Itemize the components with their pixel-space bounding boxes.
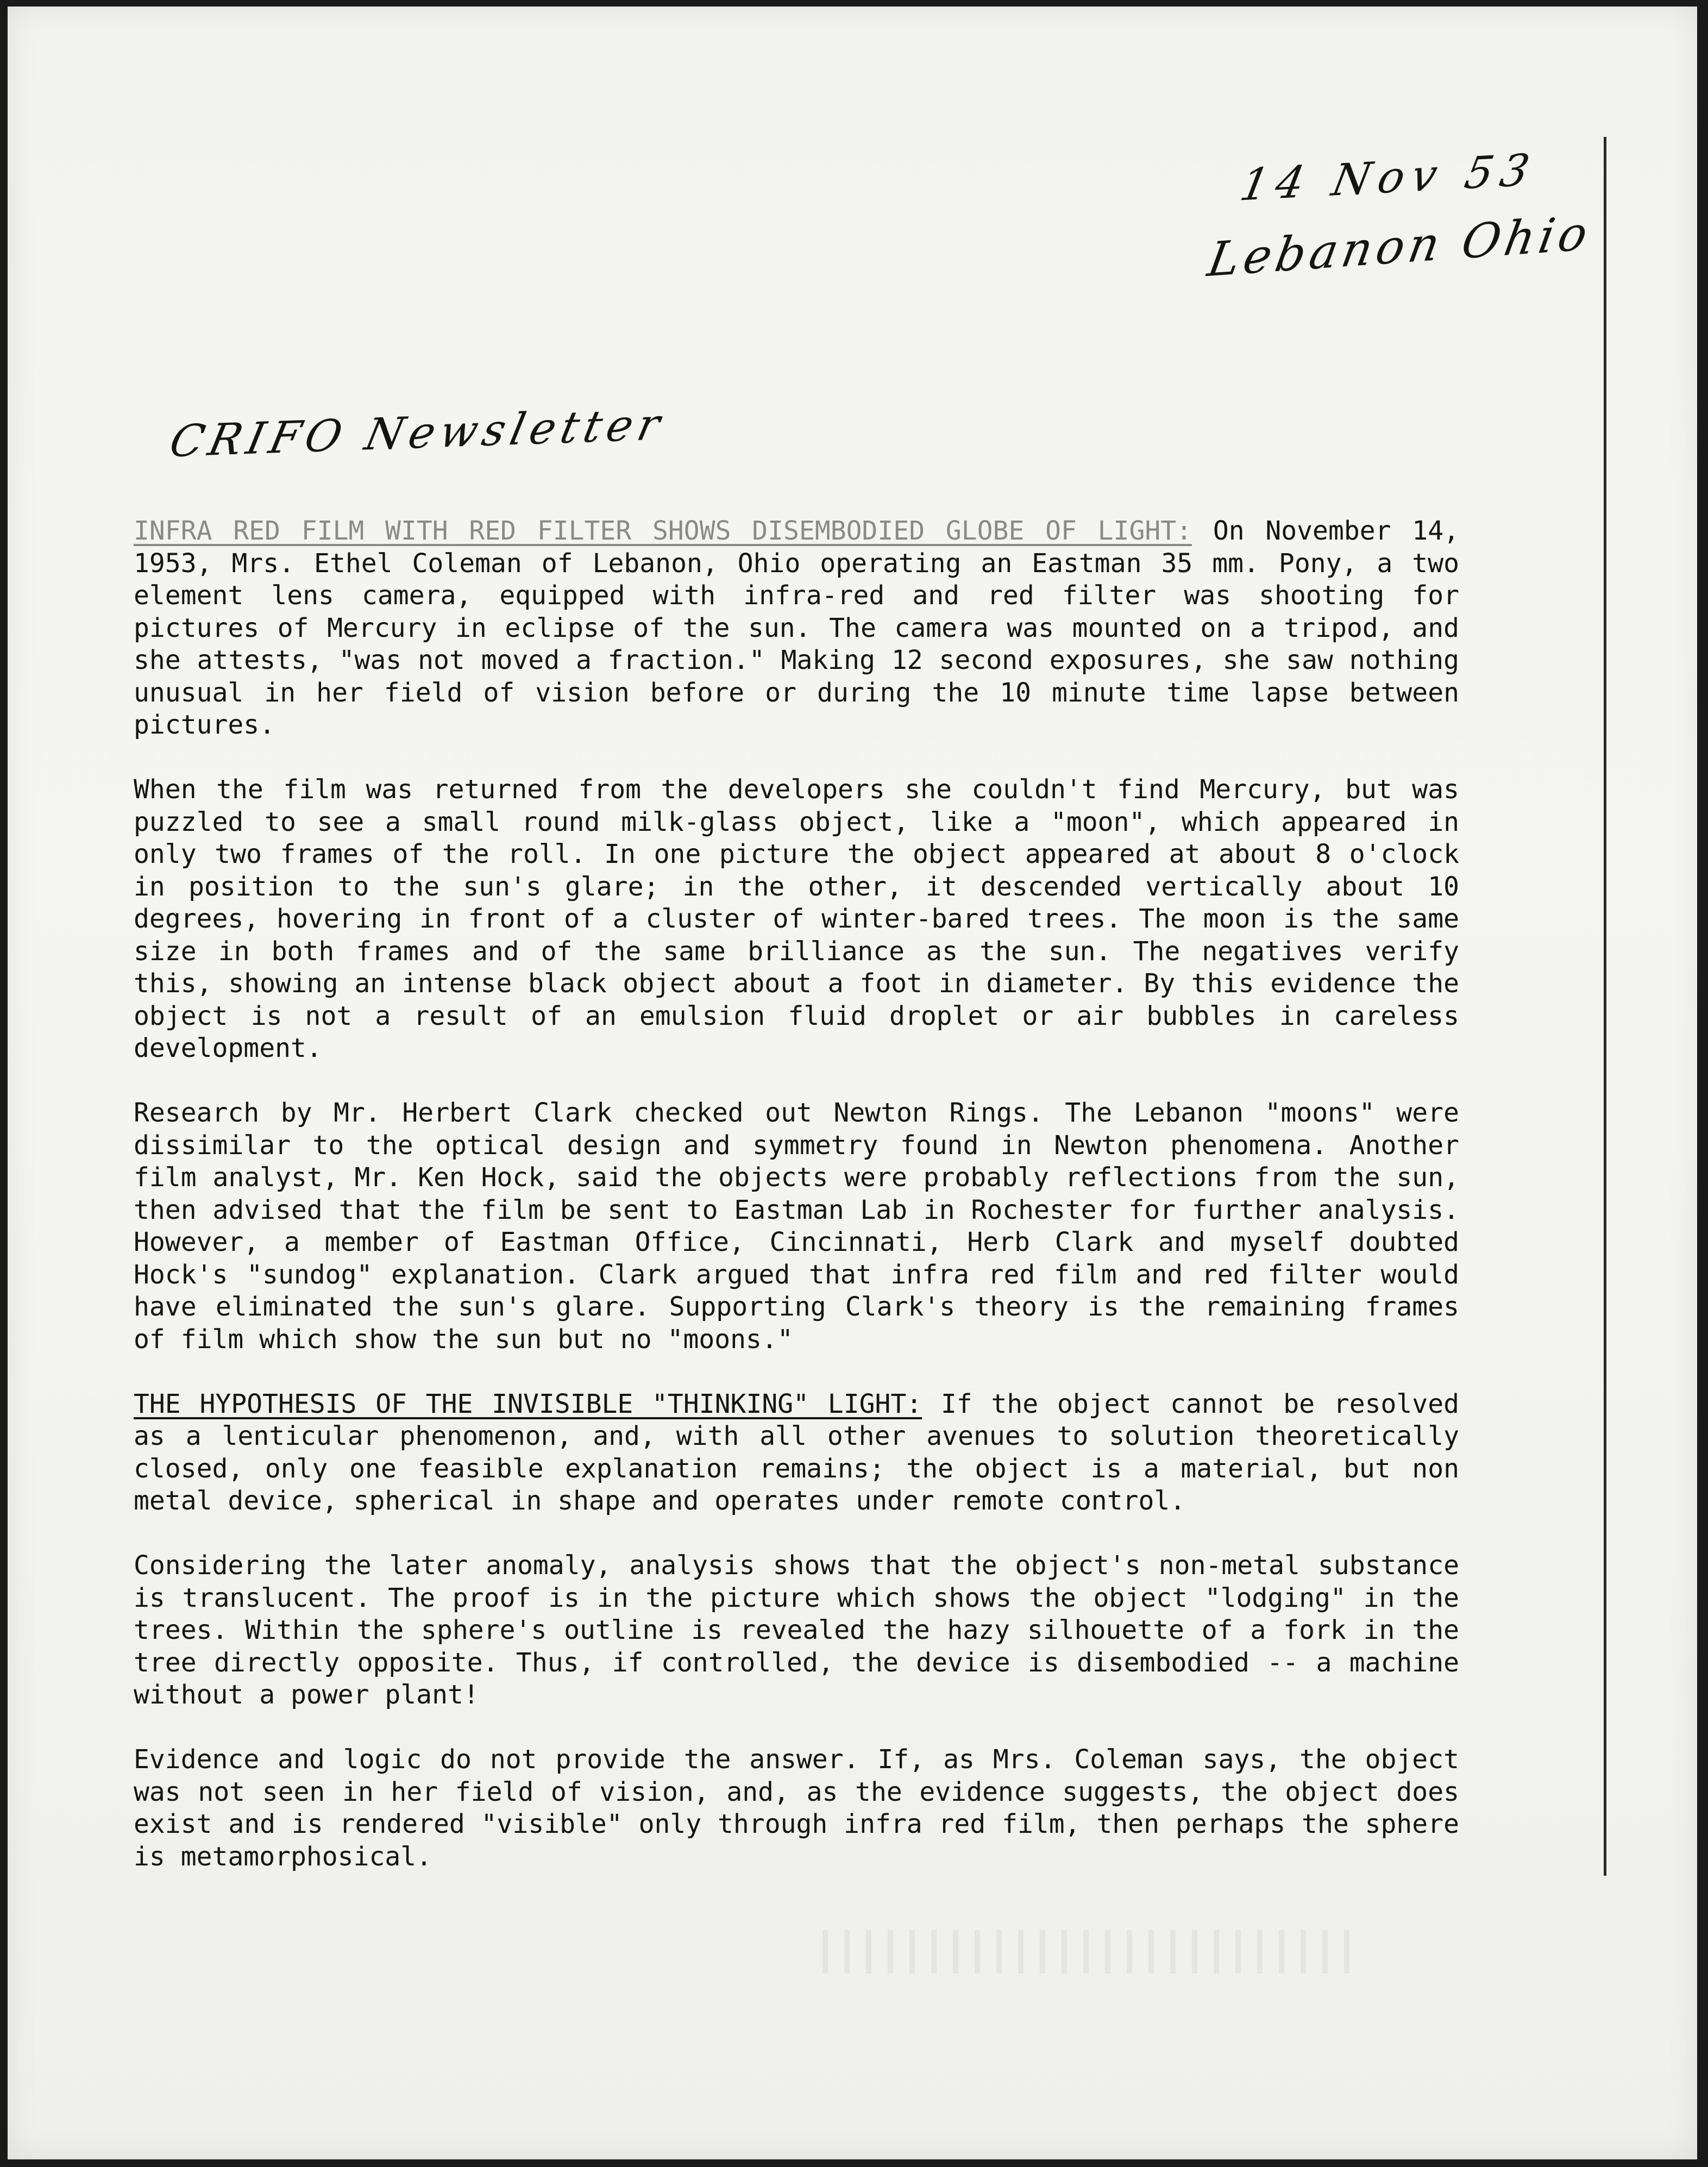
faint-stamp-mark: [822, 1930, 1366, 1974]
paragraph-5: Considering the later anomaly, analysis shows that the object's non-metal substance is translucent. The proof is in the picture which shows the object "lodging" in the trees. Within the sphere's outline is revealed the hazy silhouette of a fork in the tree directly opposite. Thus, if controlled, the device is disembodied -- a machine without a power plant!: [134, 1550, 1459, 1710]
article-body: [134, 515, 1459, 1906]
handwritten-place: Lebanon Ohio: [1203, 205, 1596, 288]
hypothesis-heading: THE HYPOTHESIS OF THE INVISIBLE "THINKING" LIGHT:: [134, 1388, 922, 1419]
paragraph-2: When the film was returned from the developers she couldn't find Mercury, but was puzzled to see a small round milk-glass object, like a "moon", which appeared in only two frames of the roll. In one picture the object appeared at about 8 o'clock in position to the sun's glare; in the other, it descended vertically about 10 degrees, hovering in front of a cluster of winter-bared trees. The moon is the same size in both frames and of the same brilliance as the sun. The negatives verify this, showing an intense black object about a foot in diameter. By this evidence the object is not a result of an emulsion fluid droplet or air bubbles in careless development.: [134, 774, 1459, 1063]
paragraph-4: [134, 1388, 1459, 1518]
paragraph-1-text: On November 14, 1953, Mrs. Ethel Coleman of Lebanon, Ohio operating an Eastman 35 mm. Pony, a two element lens camera, equipped with infra-red and red filter was shooting for pictures of Mercury in eclipse of the sun. The camera was mounted on a tripod, and she attests, "was not moved a fraction." Making 12 second exposures, she saw nothing unusual in her field of vision before or during the 10 minute time lapse between pictures.: [134, 516, 1459, 740]
document-page: [8, 7, 1697, 2159]
paragraph-3: Research by Mr. Herbert Clark checked out Newton Rings. The Lebanon "moons" were dissimilar to the optical design and symmetry found in Newton phenomena. Another film analyst, Mr. Ken Hock, said the objects were probably reflections from the sun, then advised that the film be sent to Eastman Lab in Rochester for further analysis. However, a member of Eastman Office, Cincinnati, Herb Clark and myself doubted Hock's "sundog" explanation. Clark argued that infra red film and red filter would have eliminated the sun's glare. Supporting Clark's theory is the remaining frames of film which show the sun but no "moons.": [134, 1098, 1459, 1355]
paragraph-1: [134, 515, 1459, 742]
handwritten-date: 14 Nov 53: [1236, 144, 1541, 211]
article-heading: INFRA RED FILM WITH RED FILTER SHOWS DISEMBODIED GLOBE OF LIGHT:: [134, 516, 1192, 546]
paragraph-6: Evidence and logic do not provide the answer. If, as Mrs. Coleman says, the object was not seen in her field of vision, and, as the evidence suggests, the object does exist and is rendered "visible" only through infra red film, then perhaps the sphere is metamorphosical.: [134, 1744, 1459, 1872]
paragraph-4-text: If the object cannot be resolved as a lenticular phenomenon, and, with all other avenues to solution theoretically closed, only one feasible explanation remains; the object is a material, but non metal device, spherical in shape and operates under remote control.: [134, 1388, 1459, 1516]
handwritten-newsletter-note: CRIFO Newsletter: [165, 398, 670, 467]
margin-rule: [1604, 137, 1606, 1876]
